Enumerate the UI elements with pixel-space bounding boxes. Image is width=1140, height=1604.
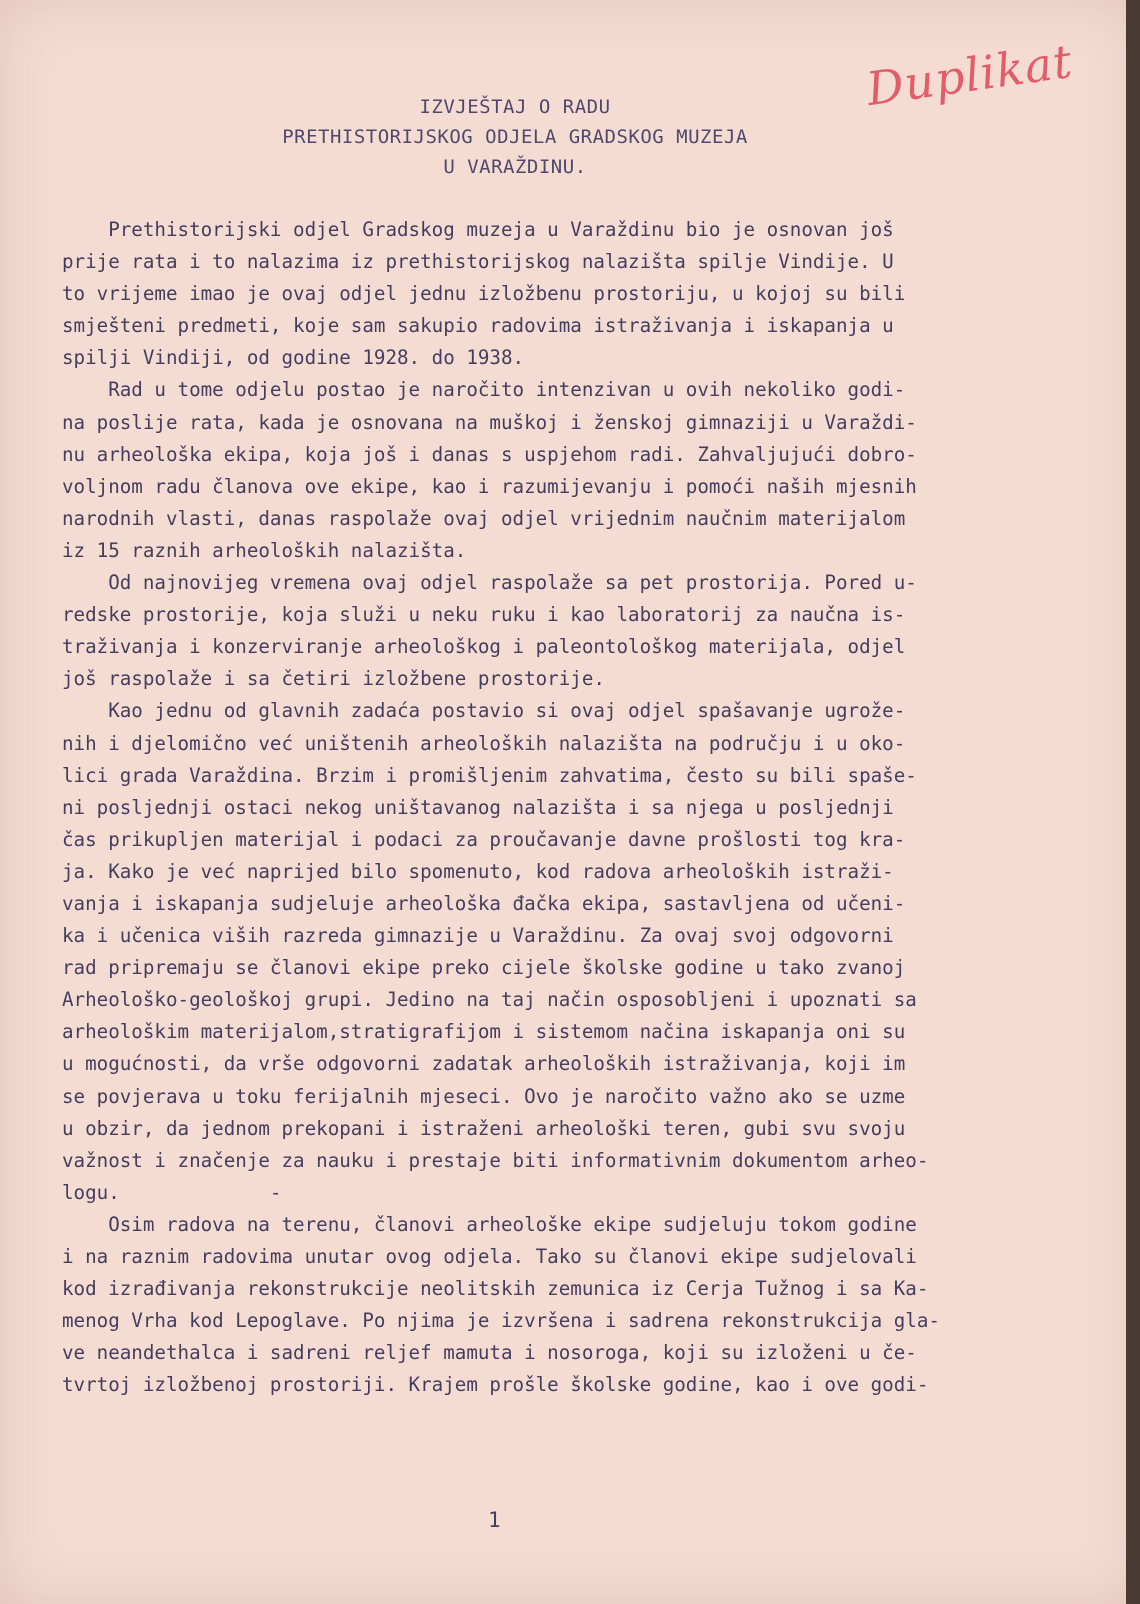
title-line: IZVJEŠTAJ O RADU <box>419 96 611 118</box>
text-line: rad pripremaju se članovi ekipe preko cijele školske godine u tako zvanoj <box>62 956 906 980</box>
paragraph <box>62 214 1102 374</box>
text-line: to vrijeme imao je ovaj odjel jednu izložbenu prostoriju, u kojoj su bili <box>62 282 906 306</box>
text-line: Prethistorijski odjel Gradskog muzeja u Varaždinu bio je osnovan još <box>62 218 894 241</box>
text-line: logu. - <box>62 1180 282 1204</box>
text-line: Rad u tome odjelu postao je naročito intenzivan u ovih nekoliko godi- <box>62 378 906 402</box>
title-line: PRETHISTORIJSKOG ODJELA GRADSKOG MUZEJA <box>282 126 748 148</box>
text-line: ka i učenica viših razreda gimnazije u Varaždinu. Za ovaj svoj odgovorni <box>62 924 894 948</box>
text-line: iz 15 raznih arheoloških nalazišta. <box>62 538 467 562</box>
text-line: u obzir, da jednom prekopani i istraženi arheološki teren, gubi svu svoju <box>62 1116 906 1140</box>
text-line: spilji Vindiji, od godine 1928. do 1938. <box>62 346 525 370</box>
paragraph <box>62 567 1102 695</box>
text-line: menog Vrha kod Lepoglave. Po njima je izvršena i sadrena rekonstrukcija gla- <box>62 1309 940 1333</box>
text-line: lici grada Varaždina. Brzim i promišljenim zahvatima, često su bili spaše- <box>62 763 917 787</box>
text-line: nu arheološka ekipa, koja još i danas s uspjehom radi. Zahvaljujući dobro- <box>62 442 917 466</box>
scan-edge-strip <box>1126 0 1140 1604</box>
document-title <box>0 92 1030 182</box>
text-line: na poslije rata, kada je osnovana na muškoj i ženskoj gimnaziji u Varaždi- <box>62 410 917 434</box>
text-line: ja. Kako je već naprijed bilo spomenuto, kod radova arheoloških istraži- <box>62 859 894 883</box>
text-line: redske prostorije, koja služi u neku ruku i kao laboratorij za naučna is- <box>62 603 906 627</box>
text-line: arheološkim materijalom,stratigrafijom i sistemom načina iskapanja oni su <box>62 1020 906 1044</box>
text-line: još raspolaže i sa četiri izložbene prostorije. <box>62 667 605 691</box>
text-line: Kao jednu od glavnih zadaća postavio si ovaj odjel spašavanje ugrože- <box>62 699 906 723</box>
text-line: traživanja i konzerviranje arheološkog i paleontološkog materijala, odjel <box>62 635 906 659</box>
document-body <box>62 214 1102 1401</box>
handwritten-note: Duplikat <box>863 33 1076 117</box>
text-line: vanja i iskapanja sudjeluje arheološka đačka ekipa, sastavljena od učeni- <box>62 891 906 915</box>
paragraph <box>62 374 1102 567</box>
text-line: ni posljednji ostaci nekog uništavanog nalazišta i sa njega u posljednji <box>62 795 894 819</box>
text-line: smješteni predmeti, koje sam sakupio radovima istraživanja i iskapanja u <box>62 314 894 338</box>
paragraph <box>62 1209 1102 1402</box>
text-line: i na raznim radovima unutar ovog odjela. Tako su članovi ekipe sudjelovali <box>62 1245 917 1268</box>
title-line: U VARAŽDINU. <box>443 156 587 178</box>
text-line: Od najnovijeg vremena ovaj odjel raspolaže sa pet prostorija. Pored u- <box>62 571 917 595</box>
text-line: Osim radova na terenu, članovi arheološke ekipe sudjeluju tokom godine <box>62 1212 917 1236</box>
text-line: u mogućnosti, da vrše odgovorni zadatak arheoloških istraživanja, koji im <box>62 1052 906 1076</box>
text-line: ve neandethalca i sadreni reljef mamuta i nosoroga, koji su izloženi u če- <box>62 1341 917 1365</box>
text-line: narodnih vlasti, danas raspolaže ovaj odjel vrijednim naučnim materijalom <box>62 506 906 530</box>
page-number: 1 <box>488 1508 501 1532</box>
text-line: kod izrađivanja rekonstrukcije neolitskih zemunica iz Cerja Tužnog i sa Ka- <box>62 1277 929 1301</box>
text-line: prije rata i to nalazima iz prethistorijskog nalazišta spilje Vindije. U <box>62 250 894 274</box>
text-line: voljnom radu članova ove ekipe, kao i razumijevanju i pomoći naših mjesnih <box>62 474 917 498</box>
text-line: se povjerava u toku ferijalnih mjeseci. Ovo je naročito važno ako se uzme <box>62 1084 906 1108</box>
text-line: nih i djelomično već uništenih arheoloških nalazišta na području i u oko- <box>62 731 906 755</box>
text-line: Arheološko-geološkoj grupi. Jedino na taj način osposobljeni i upoznati sa <box>62 988 917 1012</box>
text-line: tvrtoj izložbenoj prostoriji. Krajem prošle školske godine, kao i ove godi- <box>62 1373 929 1397</box>
paragraph <box>62 695 1102 1209</box>
text-line: važnost i značenje za nauku i prestaje biti informativnim dokumentom arheo- <box>62 1148 929 1172</box>
text-line: čas prikupljen materijal i podaci za proučavanje davne prošlosti tog kra- <box>62 827 906 851</box>
